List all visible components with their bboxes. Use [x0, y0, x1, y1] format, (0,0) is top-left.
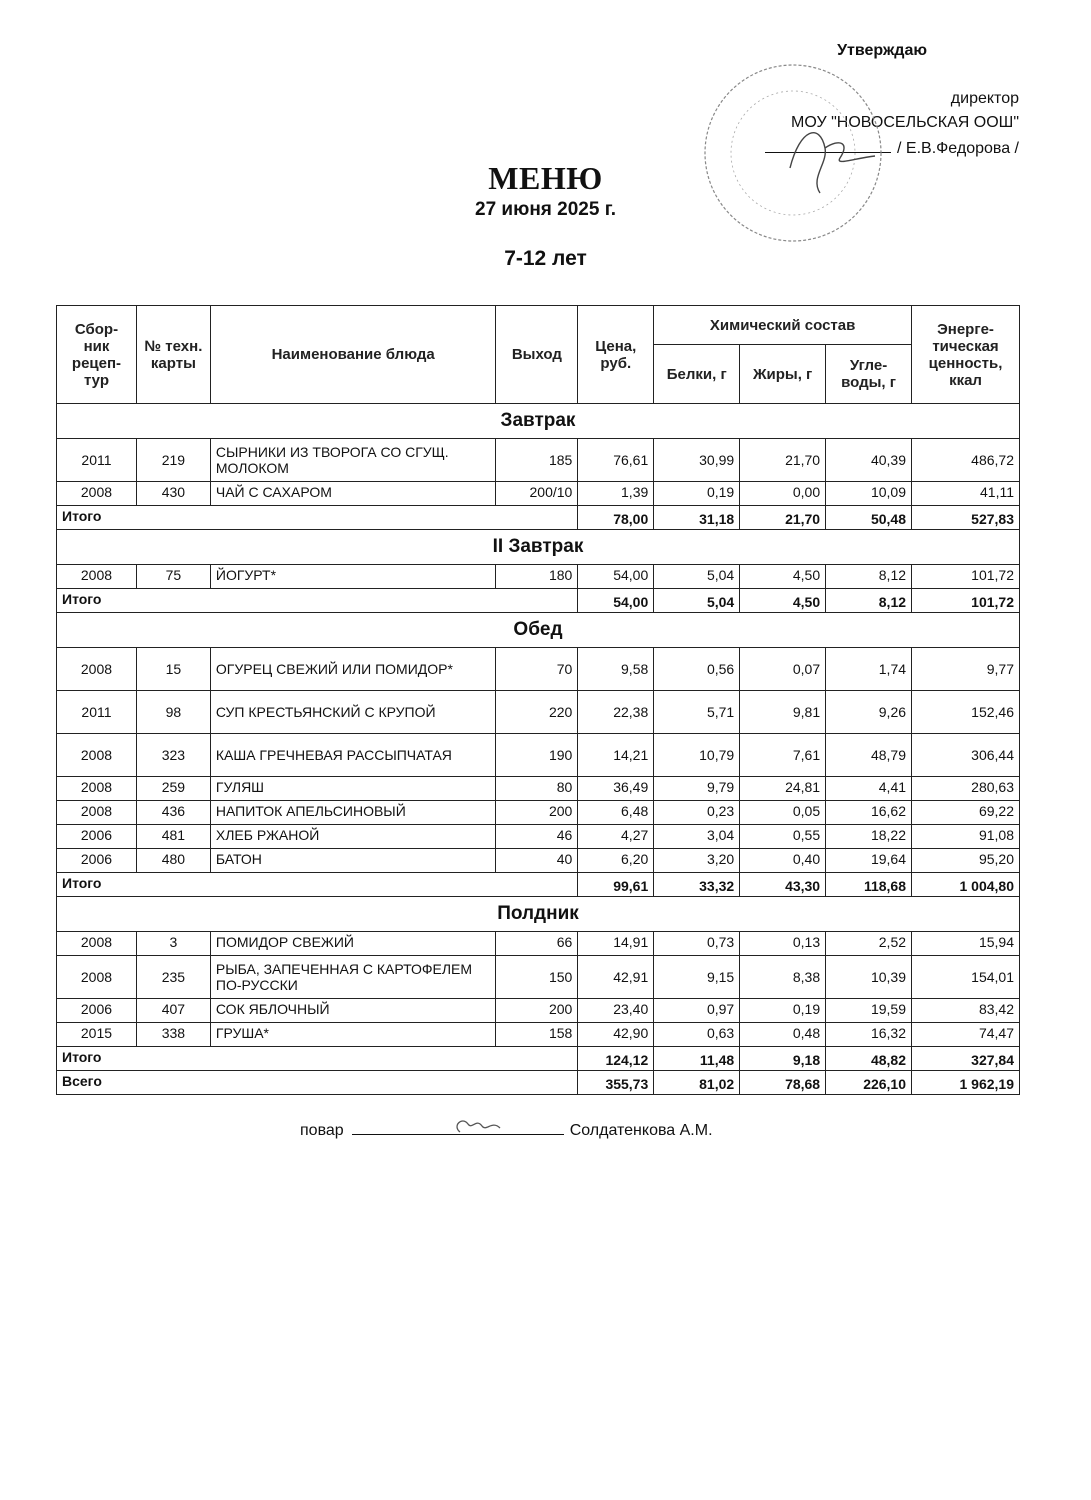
carbs-cell: 19,59 [826, 999, 912, 1023]
energy-cell: 280,63 [912, 777, 1020, 801]
section-header [57, 530, 1020, 565]
output-cell: 40 [496, 849, 578, 873]
output-cell: 200/10 [496, 482, 578, 506]
col-energy: Энерге-тическая ценность, ккал [912, 306, 1020, 404]
card-cell: 323 [136, 734, 210, 777]
total-price: 124,12 [578, 1047, 654, 1071]
collection-cell: 2008 [57, 932, 137, 956]
total-row [57, 589, 1020, 613]
table-row [57, 565, 1020, 589]
fat-cell: 0,19 [740, 999, 826, 1023]
table-row [57, 691, 1020, 734]
page-title: МЕНЮ [488, 160, 603, 196]
dish-name-cell: ПОМИДОР СВЕЖИЙ [210, 932, 496, 956]
output-cell: 190 [496, 734, 578, 777]
fat-cell: 0,05 [740, 801, 826, 825]
total-label: Итого [57, 506, 578, 530]
protein-cell: 0,23 [654, 801, 740, 825]
collection-cell: 2011 [57, 691, 137, 734]
carbs-cell: 16,62 [826, 801, 912, 825]
col-card: № техн. карты [136, 306, 210, 404]
price-cell: 22,38 [578, 691, 654, 734]
section-title: Полдник [57, 897, 1020, 932]
carbs-cell: 10,39 [826, 956, 912, 999]
table-row [57, 801, 1020, 825]
fat-cell: 4,50 [740, 565, 826, 589]
fat-cell: 0,40 [740, 849, 826, 873]
fat-cell: 0,55 [740, 825, 826, 849]
menu-body [57, 404, 1020, 1095]
output-cell: 220 [496, 691, 578, 734]
collection-cell: 2008 [57, 777, 137, 801]
fat-cell: 0,00 [740, 482, 826, 506]
protein-cell: 5,71 [654, 691, 740, 734]
output-cell: 158 [496, 1023, 578, 1047]
collection-cell: 2006 [57, 825, 137, 849]
carbs-cell: 19,64 [826, 849, 912, 873]
output-cell: 70 [496, 648, 578, 691]
col-name: Наименование блюда [210, 306, 496, 404]
table-row [57, 439, 1020, 482]
collection-cell: 2011 [57, 439, 137, 482]
total-label: Итого [57, 873, 578, 897]
total-fat: 9,18 [740, 1047, 826, 1071]
total-fat: 4,50 [740, 589, 826, 613]
dish-name-cell: БАТОН [210, 849, 496, 873]
approval-signer: Е.В.Федорова / [905, 140, 1019, 157]
carbs-cell: 2,52 [826, 932, 912, 956]
collection-cell: 2008 [57, 482, 137, 506]
card-cell: 338 [136, 1023, 210, 1047]
energy-cell: 486,72 [912, 439, 1020, 482]
card-cell: 15 [136, 648, 210, 691]
section-header [57, 404, 1020, 439]
energy-cell: 83,42 [912, 999, 1020, 1023]
collection-cell: 2015 [57, 1023, 137, 1047]
price-cell: 42,91 [578, 956, 654, 999]
protein-cell: 5,04 [654, 565, 740, 589]
dish-name-cell: СУП КРЕСТЬЯНСКИЙ С КРУПОЙ [210, 691, 496, 734]
protein-cell: 10,79 [654, 734, 740, 777]
energy-cell: 306,44 [912, 734, 1020, 777]
price-cell: 1,39 [578, 482, 654, 506]
dish-name-cell: СОК ЯБЛОЧНЫЙ [210, 999, 496, 1023]
section-title: Завтрак [57, 404, 1020, 439]
card-cell: 480 [136, 849, 210, 873]
energy-cell: 101,72 [912, 565, 1020, 589]
card-cell: 235 [136, 956, 210, 999]
fat-cell: 21,70 [740, 439, 826, 482]
total-protein: 33,32 [654, 873, 740, 897]
output-cell: 185 [496, 439, 578, 482]
total-energy: 327,84 [912, 1047, 1020, 1071]
col-output: Выход [496, 306, 578, 404]
total-protein: 31,18 [654, 506, 740, 530]
total-row [57, 1047, 1020, 1071]
carbs-cell: 9,26 [826, 691, 912, 734]
fat-cell: 9,81 [740, 691, 826, 734]
price-cell: 4,27 [578, 825, 654, 849]
total-energy: 527,83 [912, 506, 1020, 530]
energy-cell: 152,46 [912, 691, 1020, 734]
protein-cell: 0,73 [654, 932, 740, 956]
card-cell: 436 [136, 801, 210, 825]
energy-cell: 154,01 [912, 956, 1020, 999]
card-cell: 481 [136, 825, 210, 849]
price-cell: 54,00 [578, 565, 654, 589]
approval-position: директор [950, 90, 1019, 107]
menu-date: 27 июня 2025 г. [475, 199, 616, 220]
carbs-cell: 48,79 [826, 734, 912, 777]
grand-total-fat: 78,68 [740, 1071, 826, 1095]
collection-cell: 2008 [57, 734, 137, 777]
total-label: Итого [57, 1047, 578, 1071]
grand-total-label: Всего [57, 1071, 578, 1095]
total-fat: 21,70 [740, 506, 826, 530]
carbs-cell: 10,09 [826, 482, 912, 506]
approval-title: Утверждаю [837, 42, 927, 59]
section-title: Обед [57, 613, 1020, 648]
col-collection: Сбор-ник рецеп-тур [57, 306, 137, 404]
price-cell: 14,21 [578, 734, 654, 777]
dish-name-cell: НАПИТОК АПЕЛЬСИНОВЫЙ [210, 801, 496, 825]
table-row [57, 482, 1020, 506]
fat-cell: 8,38 [740, 956, 826, 999]
energy-cell: 69,22 [912, 801, 1020, 825]
dish-name-cell: ОГУРЕЦ СВЕЖИЙ ИЛИ ПОМИДОР* [210, 648, 496, 691]
dish-name-cell: СЫРНИКИ ИЗ ТВОРОГА СО СГУЩ. МОЛОКОМ [210, 439, 496, 482]
price-cell: 76,61 [578, 439, 654, 482]
total-carbs: 48,82 [826, 1047, 912, 1071]
total-protein: 11,48 [654, 1047, 740, 1071]
carbs-cell: 1,74 [826, 648, 912, 691]
total-label: Итого [57, 589, 578, 613]
output-cell: 200 [496, 801, 578, 825]
table-row [57, 956, 1020, 999]
total-carbs: 8,12 [826, 589, 912, 613]
table-row [57, 1023, 1020, 1047]
fat-cell: 0,48 [740, 1023, 826, 1047]
total-row [57, 506, 1020, 530]
energy-cell: 74,47 [912, 1023, 1020, 1047]
section-header [57, 897, 1020, 932]
cook-name: Солдатенкова А.М. [569, 1122, 713, 1139]
carbs-cell: 18,22 [826, 825, 912, 849]
collection-cell: 2008 [57, 565, 137, 589]
output-cell: 150 [496, 956, 578, 999]
total-price: 99,61 [578, 873, 654, 897]
cook-signature-icon [448, 1112, 518, 1142]
dish-name-cell: КАША ГРЕЧНЕВАЯ РАССЫПЧАТАЯ [210, 734, 496, 777]
protein-cell: 0,19 [654, 482, 740, 506]
card-cell: 75 [136, 565, 210, 589]
card-cell: 430 [136, 482, 210, 506]
fat-cell: 0,13 [740, 932, 826, 956]
total-row [57, 873, 1020, 897]
table-row [57, 734, 1020, 777]
protein-cell: 30,99 [654, 439, 740, 482]
card-cell: 259 [136, 777, 210, 801]
card-cell: 407 [136, 999, 210, 1023]
output-cell: 66 [496, 932, 578, 956]
energy-cell: 9,77 [912, 648, 1020, 691]
price-cell: 6,48 [578, 801, 654, 825]
fat-cell: 7,61 [740, 734, 826, 777]
price-cell: 9,58 [578, 648, 654, 691]
output-cell: 46 [496, 825, 578, 849]
col-carbs: Угле-воды, г [826, 345, 912, 404]
menu-table [56, 305, 1020, 1095]
table-row [57, 648, 1020, 691]
total-fat: 43,30 [740, 873, 826, 897]
collection-cell: 2006 [57, 849, 137, 873]
total-price: 54,00 [578, 589, 654, 613]
protein-cell: 0,63 [654, 1023, 740, 1047]
output-cell: 180 [496, 565, 578, 589]
collection-cell: 2008 [57, 648, 137, 691]
col-price: Цена, руб. [578, 306, 654, 404]
protein-cell: 0,97 [654, 999, 740, 1023]
table-row [57, 825, 1020, 849]
col-fat: Жиры, г [740, 345, 826, 404]
card-cell: 98 [136, 691, 210, 734]
fat-cell: 24,81 [740, 777, 826, 801]
table-row [57, 932, 1020, 956]
fat-cell: 0,07 [740, 648, 826, 691]
carbs-cell: 40,39 [826, 439, 912, 482]
output-cell: 200 [496, 999, 578, 1023]
energy-cell: 91,08 [912, 825, 1020, 849]
carbs-cell: 16,32 [826, 1023, 912, 1047]
table-row [57, 849, 1020, 873]
protein-cell: 3,20 [654, 849, 740, 873]
col-chem: Химический состав [654, 306, 912, 345]
price-cell: 36,49 [578, 777, 654, 801]
dish-name-cell: ГУЛЯШ [210, 777, 496, 801]
dish-name-cell: ЙОГУРТ* [210, 565, 496, 589]
grand-total-row [57, 1071, 1020, 1095]
output-cell: 80 [496, 777, 578, 801]
energy-cell: 15,94 [912, 932, 1020, 956]
age-group: 7-12 лет [504, 247, 587, 270]
card-cell: 219 [136, 439, 210, 482]
collection-cell: 2008 [57, 956, 137, 999]
collection-cell: 2008 [57, 801, 137, 825]
dish-name-cell: РЫБА, ЗАПЕЧЕННАЯ С КАРТОФЕЛЕМ ПО-РУССКИ [210, 956, 496, 999]
col-protein: Белки, г [654, 345, 740, 404]
grand-total-carbs: 226,10 [826, 1071, 912, 1095]
dish-name-cell: ГРУША* [210, 1023, 496, 1047]
grand-total-price: 355,73 [578, 1071, 654, 1095]
grand-total-energy: 1 962,19 [912, 1071, 1020, 1095]
energy-cell: 95,20 [912, 849, 1020, 873]
energy-cell: 41,11 [912, 482, 1020, 506]
total-energy: 1 004,80 [912, 873, 1020, 897]
protein-cell: 3,04 [654, 825, 740, 849]
protein-cell: 9,79 [654, 777, 740, 801]
total-carbs: 118,68 [826, 873, 912, 897]
price-cell: 42,90 [578, 1023, 654, 1047]
approval-school: МОУ "НОВОСЕЛЬСКАЯ ООШ" [791, 114, 1019, 131]
grand-total-protein: 81,02 [654, 1071, 740, 1095]
section-title: II Завтрак [57, 530, 1020, 565]
table-row [57, 777, 1020, 801]
document-header [0, 160, 1091, 271]
section-header [57, 613, 1020, 648]
price-cell: 6,20 [578, 849, 654, 873]
total-price: 78,00 [578, 506, 654, 530]
total-carbs: 50,48 [826, 506, 912, 530]
price-cell: 23,40 [578, 999, 654, 1023]
carbs-cell: 8,12 [826, 565, 912, 589]
total-protein: 5,04 [654, 589, 740, 613]
cook-label: повар [300, 1122, 344, 1139]
collection-cell: 2006 [57, 999, 137, 1023]
protein-cell: 0,56 [654, 648, 740, 691]
protein-cell: 9,15 [654, 956, 740, 999]
price-cell: 14,91 [578, 932, 654, 956]
table-row [57, 999, 1020, 1023]
carbs-cell: 4,41 [826, 777, 912, 801]
approval-signature-line: / Е.В.Федорова / [765, 138, 1019, 158]
total-energy: 101,72 [912, 589, 1020, 613]
card-cell: 3 [136, 932, 210, 956]
dish-name-cell: ЧАЙ С САХАРОМ [210, 482, 496, 506]
dish-name-cell: ХЛЕБ РЖАНОЙ [210, 825, 496, 849]
